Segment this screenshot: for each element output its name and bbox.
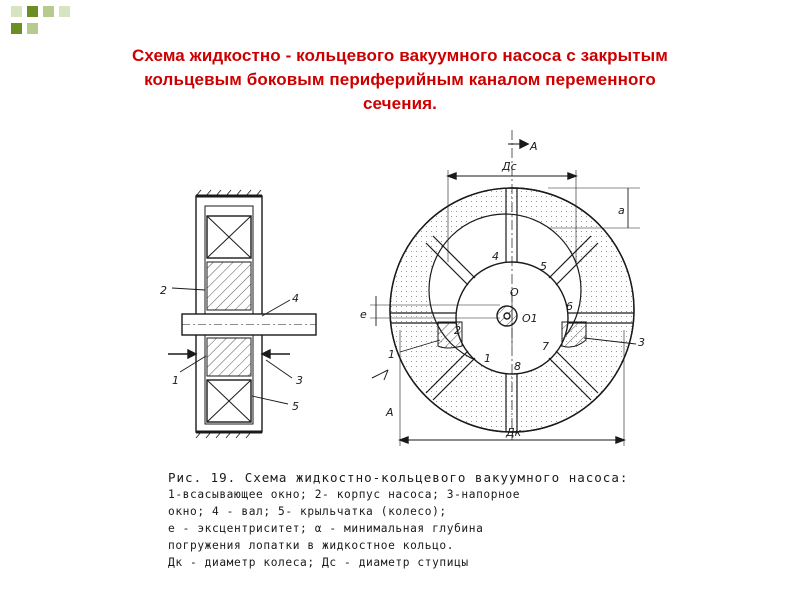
title-line: Схема жидкостно - кольцевого вакуумного насоса с закрытым: [132, 46, 668, 65]
label-side-5: 5: [292, 400, 299, 413]
label-front-7: 7: [542, 340, 549, 353]
label-side-2: 2: [160, 284, 167, 297]
label-a: a: [618, 204, 625, 217]
label-dc: Дс: [502, 160, 517, 173]
label-side-3: 3: [296, 374, 303, 387]
label-front-6: 6: [566, 300, 573, 313]
label-front-5: 5: [540, 260, 547, 273]
label-side-1: 1: [172, 374, 179, 387]
caption-line: 1-всасывающее окно; 2- корпус насоса; 3-напорное: [168, 488, 521, 501]
title-line: сечения.: [363, 94, 437, 113]
label-front-4: 4: [492, 250, 499, 263]
label-front-3: 3: [638, 336, 645, 349]
label-dk: Дк: [506, 426, 522, 439]
caption-line: погружения лопатки в жидкостное кольцо.: [168, 539, 455, 552]
label-side-4: 4: [292, 292, 299, 305]
label-e: e: [360, 308, 367, 321]
label-front-1-inner: 1: [484, 352, 491, 365]
label-section-a-bottom: A: [386, 406, 394, 419]
impeller-hub: [207, 262, 251, 310]
label-front-2: 2: [454, 324, 461, 337]
title-line: кольцевым боковым периферийным каналом переменного: [144, 70, 656, 89]
front-view: [370, 130, 640, 446]
label-front-1: 1: [388, 348, 395, 361]
label-front-8: 8: [514, 360, 521, 373]
label-center-o: O: [510, 286, 519, 299]
caption-line: Дк - диаметр колеса; Дс - диаметр ступицы: [168, 556, 469, 569]
caption-line: е - эксцентриситет; α - минимальная глубина: [168, 522, 484, 535]
caption-line: окно; 4 - вал; 5- крыльчатка (колесо);: [168, 505, 447, 518]
label-section-a-top: A: [530, 140, 538, 153]
label-center-o1: O1: [522, 312, 538, 325]
caption-line: Рис. 19. Схема жидкостно-кольцевого вакуумного насоса:: [168, 470, 629, 485]
